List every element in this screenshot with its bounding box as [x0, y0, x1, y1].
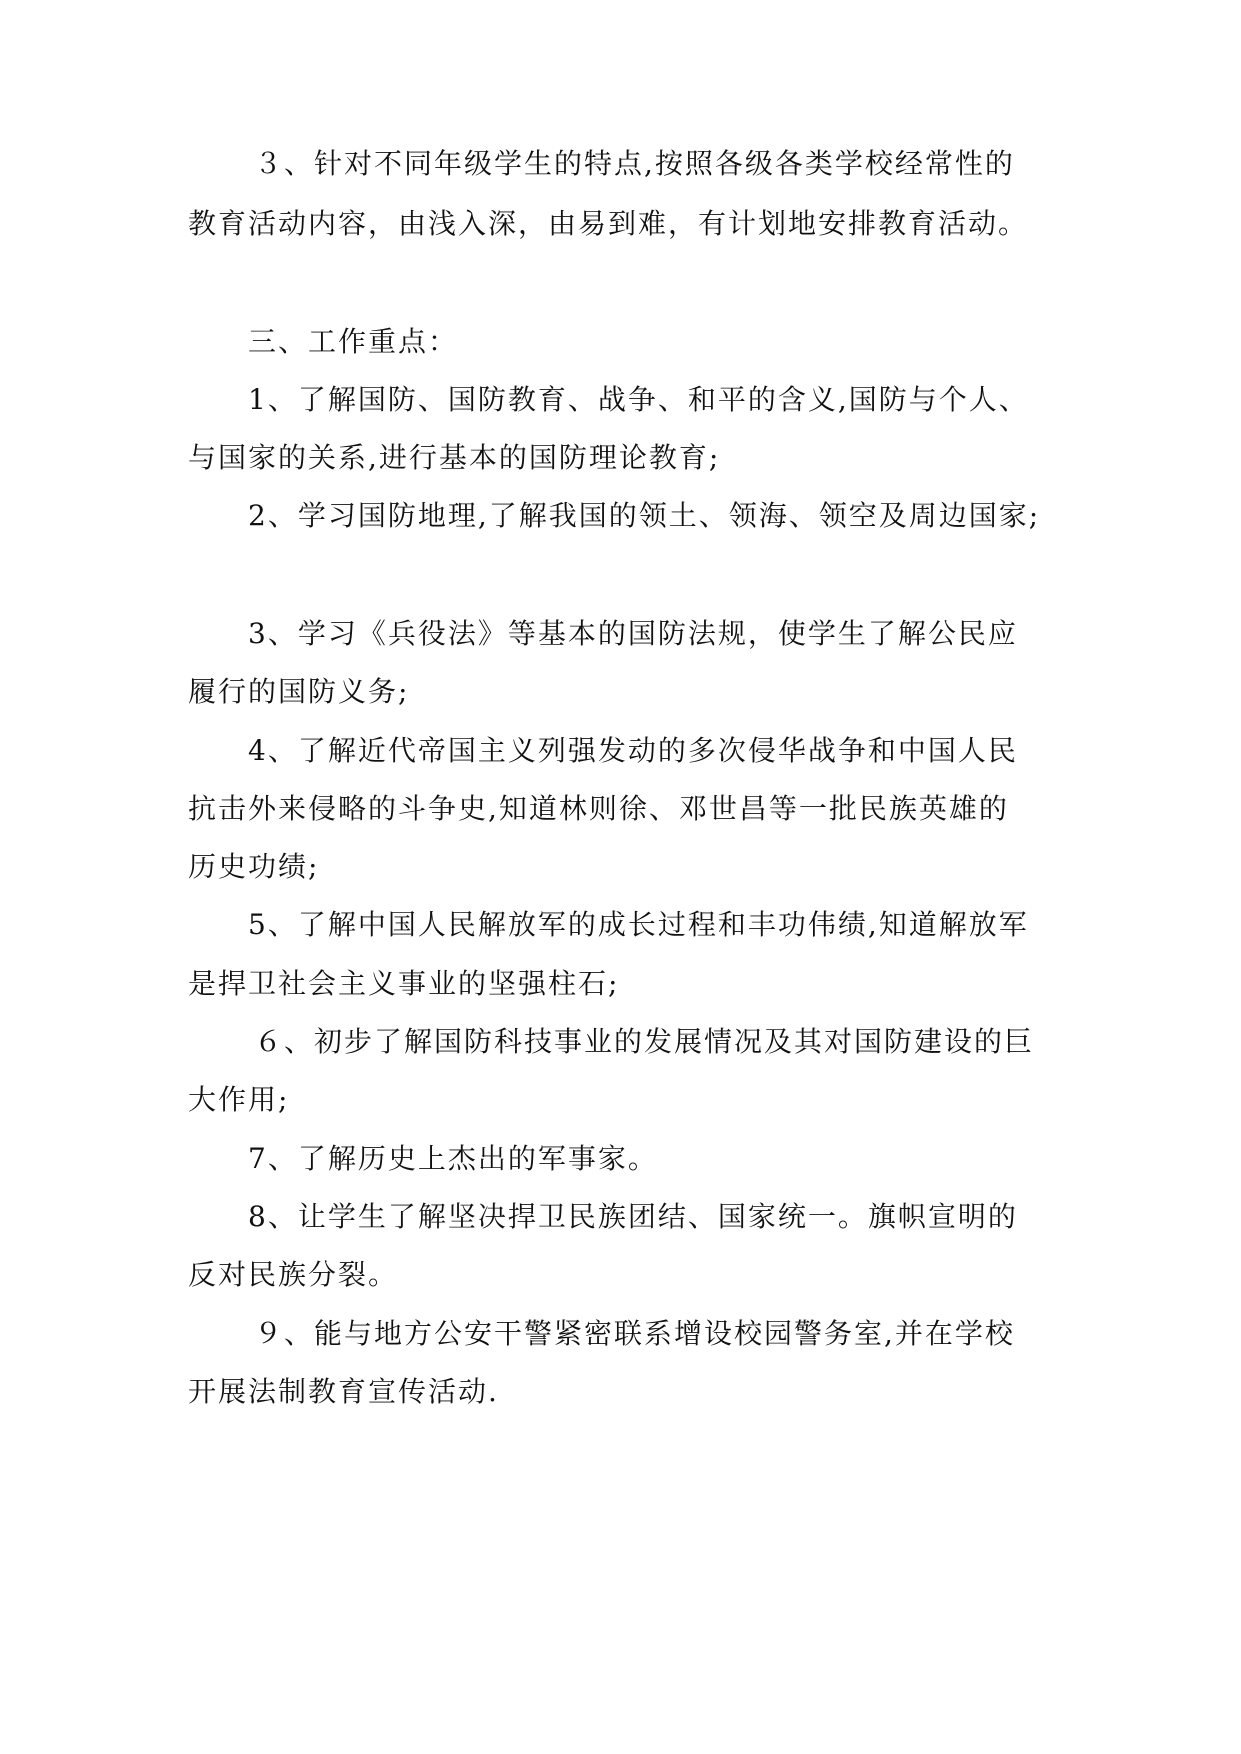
- item-3-line-2: 履行的国防义务;: [188, 675, 410, 708]
- item-9-line-2: 开展法制教育宣传活动.: [188, 1375, 499, 1408]
- item-1-line-2: 与国家的关系,进行基本的国防理论教育;: [188, 441, 721, 474]
- section-heading-work-focus: 三、工作重点：: [248, 325, 459, 358]
- item-8-line-1: 8、让学生了解坚决捍卫民族团结、国家统一。旗帜宣明的: [248, 1200, 1018, 1233]
- item-4-line-1: 4、了解近代帝国主义列强发动的多次侵华战争和中国人民: [248, 734, 1018, 767]
- item-5-line-2: 是捍卫社会主义事业的坚强柱石;: [188, 967, 620, 1000]
- item-6-line-2: 大作用;: [188, 1083, 290, 1116]
- item-2-line-1: 2、学习国防地理,了解我国的领土、领海、领空及周边国家;: [248, 499, 1041, 532]
- item-4-line-3: 历史功绩;: [188, 850, 320, 883]
- paragraph-3-line-2: 教育活动内容，由浅入深，由易到难，有计划地安排教育活动。: [188, 207, 1029, 240]
- item-8-line-2: 反对民族分裂。: [188, 1258, 399, 1291]
- item-9-line-1: ９、能与地方公安干警紧密联系增设校园警务室,并在学校: [254, 1317, 1015, 1350]
- item-3-line-1: 3、学习《兵役法》等基本的国防法规，使学生了解公民应: [248, 617, 1018, 650]
- item-4-line-2: 抗击外来侵略的斗争史,知道林则徐、邓世昌等一批民族英雄的: [188, 792, 1009, 825]
- paragraph-3-line-1: ３、针对不同年级学生的特点,按照各级各类学校经常性的: [254, 147, 1015, 180]
- item-6-line-1: ６、初步了解国防科技事业的发展情况及其对国防建设的巨: [254, 1025, 1035, 1058]
- item-7-line-1: 7、了解历史上杰出的军事家。: [248, 1142, 658, 1175]
- item-1-line-1: 1、了解国防、国防教育、战争、和平的含义,国防与个人、: [248, 383, 1029, 416]
- item-5-line-1: 5、了解中国人民解放军的成长过程和丰功伟绩,知道解放军: [248, 908, 1029, 941]
